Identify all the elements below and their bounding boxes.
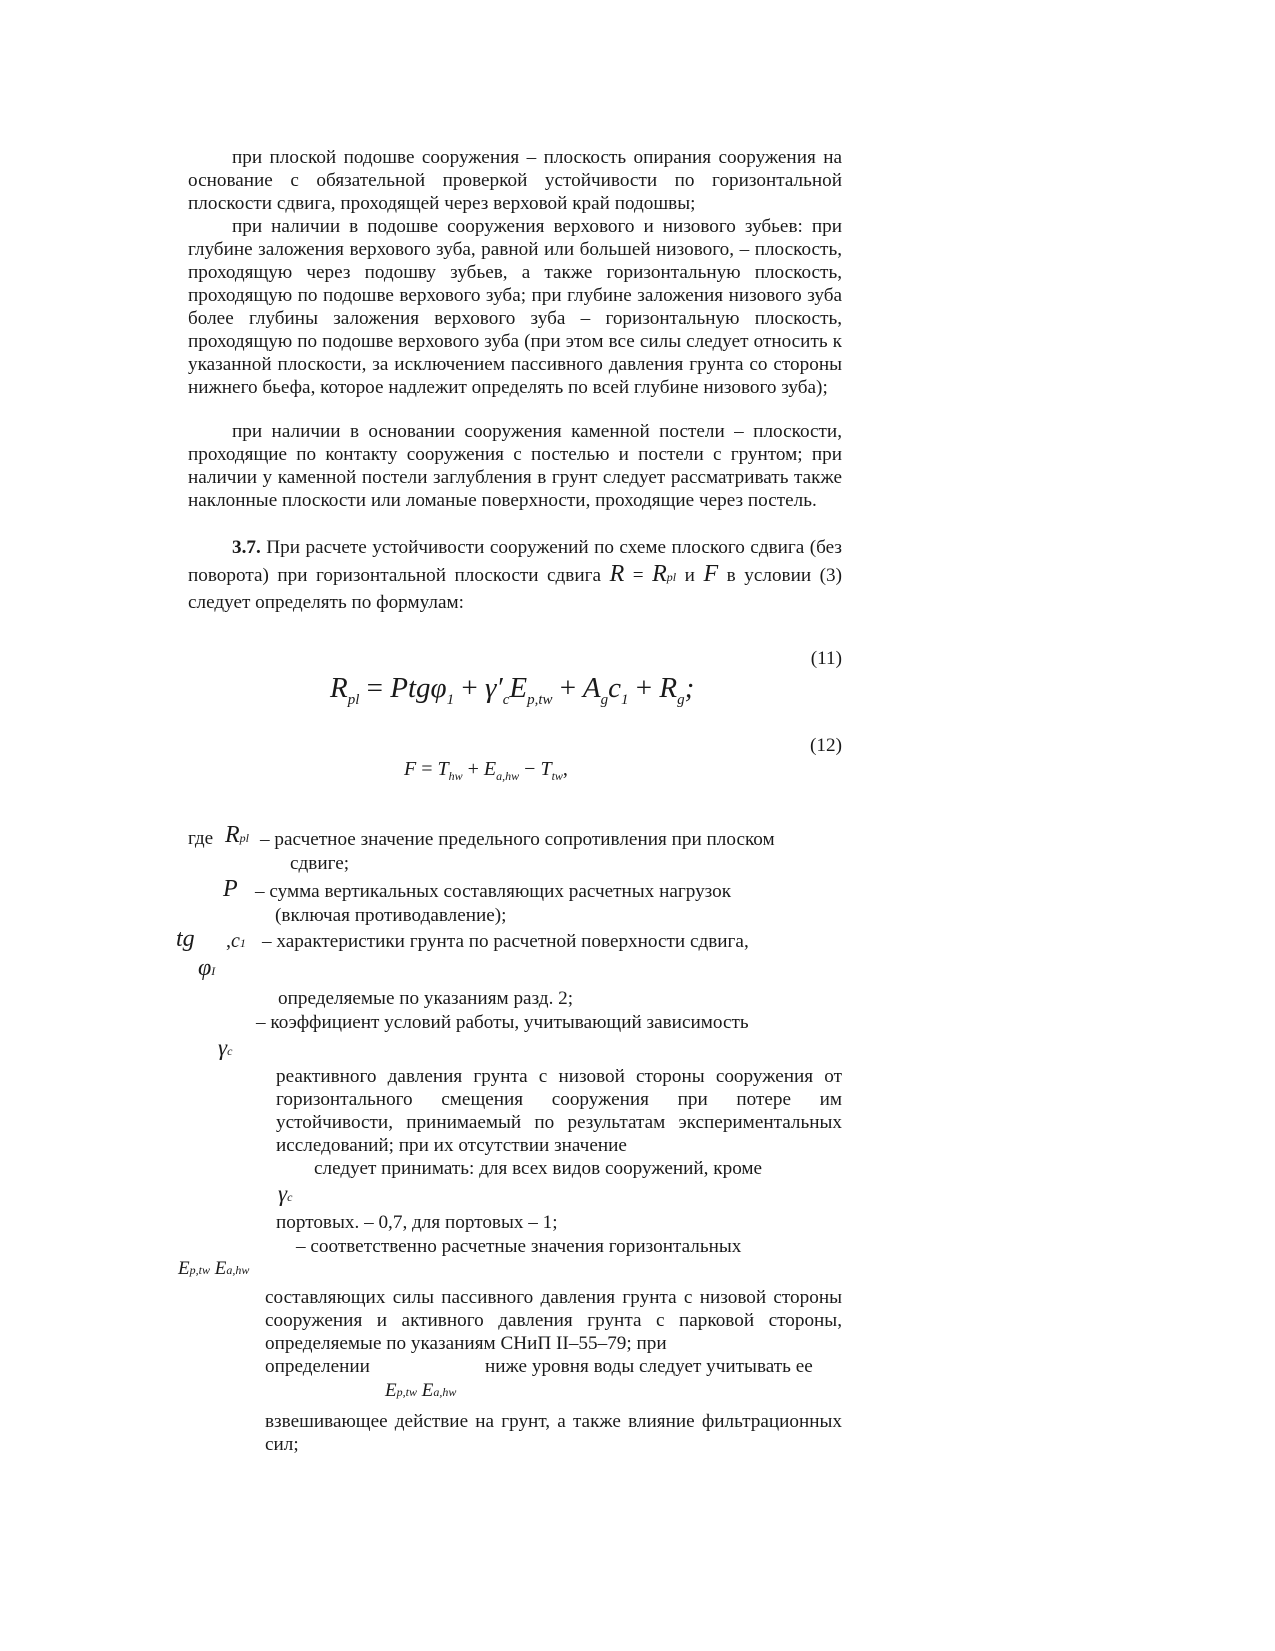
def-symbol-c1: ,c1	[226, 930, 246, 952]
def-p: – сумма вертикальных составляющих расчетных нагрузок	[255, 881, 732, 902]
paragraph-teeth: при наличии в подошве сооружения верхового и низового зубьев: при глубине заложения верхового зуба, равной или большей низового, – плоскость, проходящую через подошву зубьев, а также горизонтальную плоскость, проходящую по подошве верхового зуба; при глубине заложения низового зуба более глубины заложения верхового зуба – горизонтальную плоскость, проходящую по подошве верхового зуба (при этом все силы следует относить к указанной плоскости, за исключением пассивного давления грунта со стороны нижнего бьефа, которое надлежит определять по всей глубине низового зуба);	[188, 216, 842, 398]
def-gamma-cont3: портовых. – 0,7, для портовых – 1;	[276, 1212, 558, 1233]
def-e-cont3: взвешивающее действие на грунт, а также влияние фильтрационных сил;	[265, 1411, 842, 1455]
paragraph-3-7-text-c: в условии (3) следует определять по формулам:	[188, 565, 843, 613]
def-e-cont2a: определении	[265, 1356, 370, 1377]
def-gamma-cont1: реактивного давления грунта с низовой стороны сооружения от горизонтального смещения сооружения при потере им устойчивости, принимаемый по результатам экспериментальных исследований; при их отсутствии значение	[276, 1066, 842, 1156]
paragraph-stone-bed: при наличии в основании сооружения каменной постели – плоскости, проходящие по контакту сооружения с постелью и постели с грунтом; при наличии у каменной постели заглубления в грунт следует рассматривать также наклонные плоскости или ломаные поверхности, проходящие через постель.	[188, 421, 842, 511]
formula-12: $F = T_{hw} + E_{a,hw} - T_{tw}$,	[404, 758, 568, 783]
symbol-r: R	[609, 561, 625, 587]
def-symbol-e-2: Ep,tw Ea,hw	[385, 1380, 457, 1401]
def-p-cont: (включая противодавление);	[275, 905, 507, 926]
paragraph-3-7-text-b: и	[684, 565, 695, 586]
def-symbol-gamma-2: γc	[278, 1181, 293, 1206]
paragraph-3-7-text-a: При расчете устойчивости сооружений по схеме плоского сдвига (без поворота) при горизонтальной плоскости сдвига	[188, 537, 842, 586]
equation-number-12: (12)	[810, 735, 842, 756]
def-symbol-tg: tg	[176, 926, 195, 952]
def-e-cont2b: ниже уровня воды следует учитывать ее	[485, 1356, 813, 1377]
def-symbol-gamma: γc	[218, 1035, 233, 1060]
def-symbol-phi: φI	[198, 955, 216, 981]
equation-number-11: (11)	[810, 648, 842, 669]
def-symbol-rpl: Rpl	[225, 822, 250, 848]
def-rpl-cont: сдвиге;	[290, 853, 350, 874]
def-e-cont1: составляющих силы пассивного давления грунта с низовой стороны сооружения и активного давления грунта с парковой стороны, определяемые по указаниям СНиП II–55–79; при	[265, 1287, 842, 1354]
def-symbol-p: P	[223, 876, 238, 902]
symbol-rpl: Rpl	[652, 561, 677, 587]
paragraph-flat-sole: при плоской подошве сооружения – плоскость опирания сооружения на основание с обязательной проверкой устойчивости по горизонтальной плоскости сдвига, проходящей через верховой край подошвы;	[188, 147, 842, 214]
symbol-f: F	[703, 561, 719, 587]
def-e: – соответственно расчетные значения горизонтальных	[296, 1236, 742, 1257]
def-gamma-cont2: следует принимать: для всех видов сооружений, кроме	[314, 1158, 763, 1179]
def-tg-cont: определяемые по указаниям разд. 2;	[278, 988, 574, 1009]
formula-11: $R_{pl} = Ptg\varphi_1 + \gamma'_cE_{p,tw} + A_gc_1 + R_g$;	[330, 672, 695, 708]
paragraph-3-7: 3.7. При расчете устойчивости сооружений по схеме плоского сдвига (без поворота) при горизонтальной плоскости сдвига R = Rpl и F в условии (3) следует определять по формулам:	[188, 537, 843, 613]
def-gamma: – коэффициент условий работы, учитывающий зависимость	[256, 1012, 749, 1033]
where-label: где	[188, 828, 214, 849]
def-symbol-e: Ep,tw Ea,hw	[178, 1258, 250, 1279]
section-number: 3.7.	[232, 537, 261, 558]
def-tg: – характеристики грунта по расчетной поверхности сдвига,	[262, 931, 749, 952]
def-rpl: – расчетное значение предельного сопротивления при плоском	[260, 829, 775, 850]
